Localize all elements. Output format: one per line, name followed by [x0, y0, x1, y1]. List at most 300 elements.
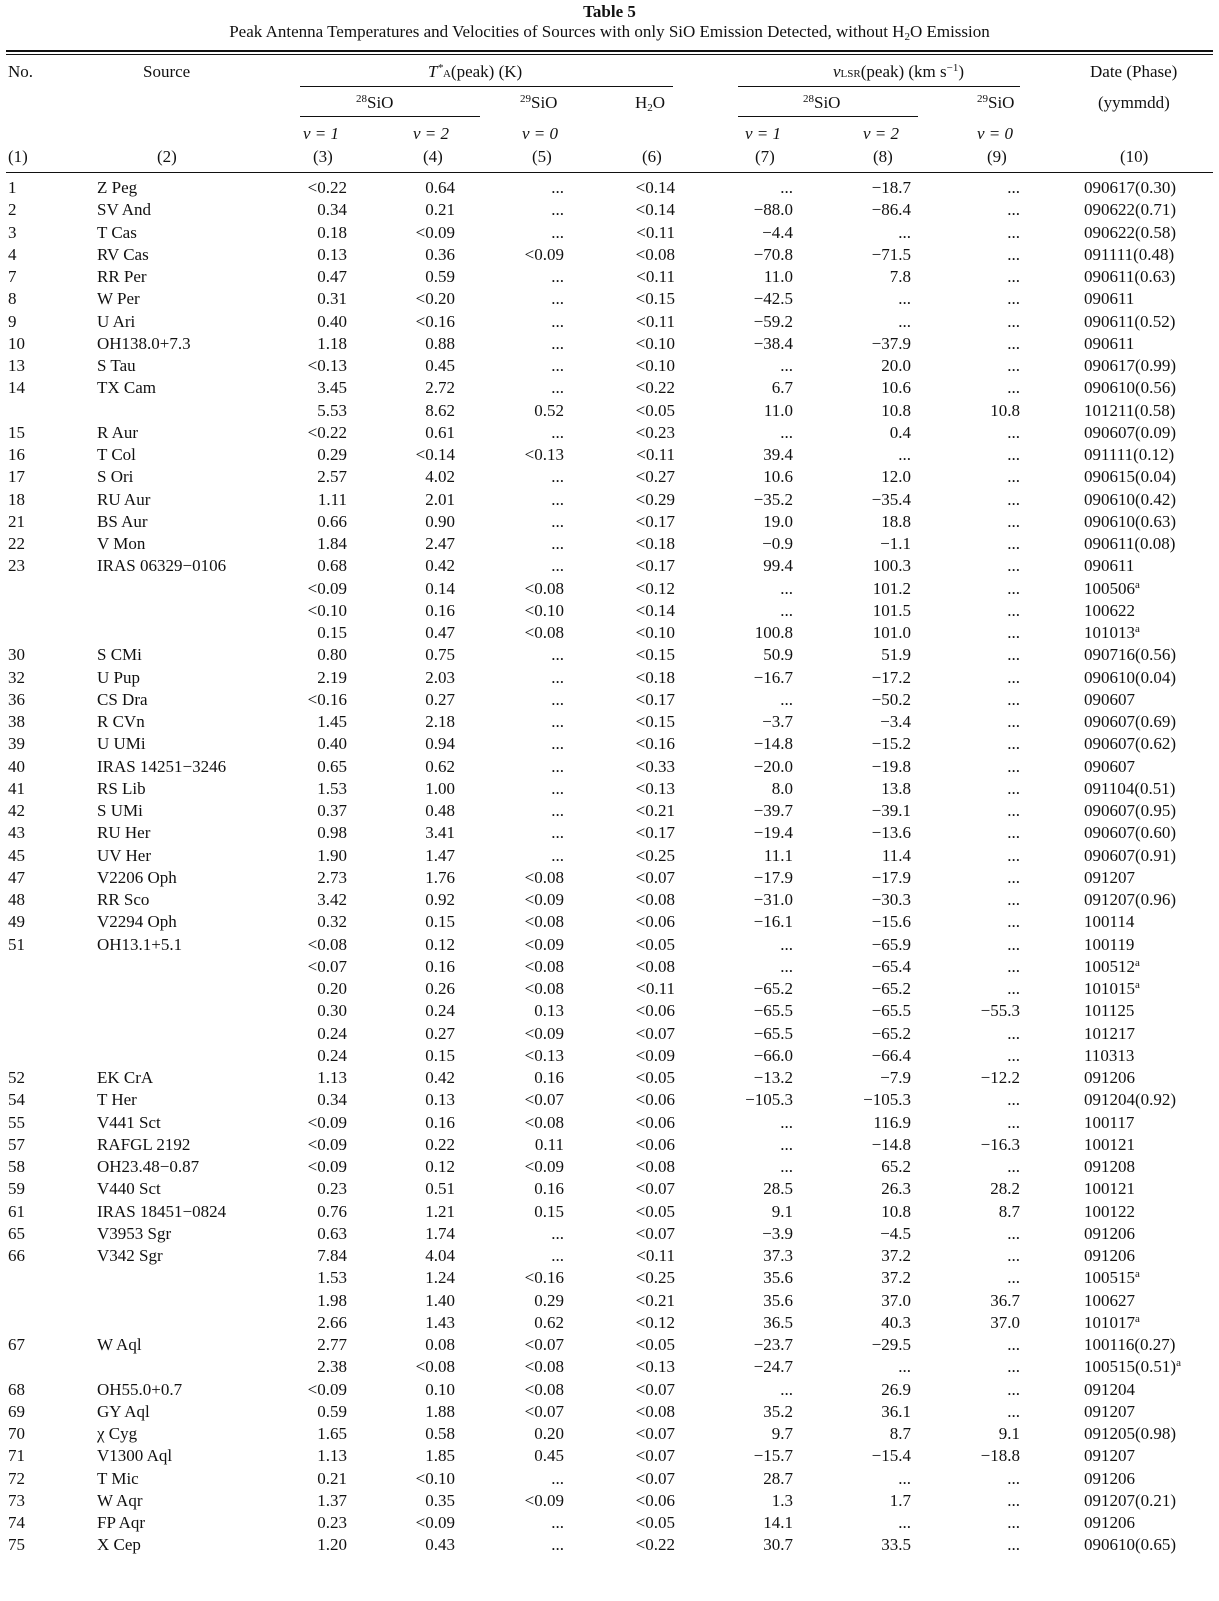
table-row: [0, 288, 1219, 310]
cell-source: RU Aur: [97, 489, 151, 509]
cell-no: 75: [8, 1535, 25, 1555]
cell-vlsr-28sio-v2: −65.2: [871, 979, 911, 998]
cell-ta-h2o: <0.29: [635, 489, 675, 509]
cell-date: 091205(0.98): [1084, 1424, 1177, 1443]
cell-ta-28sio-v1: 0.68: [317, 556, 347, 576]
cell-no: 54: [8, 1090, 25, 1110]
cell-ta-29sio-v0: ...: [551, 845, 564, 865]
cell-ta-29sio-v0: ...: [551, 734, 564, 754]
cell-source: IRAS 06329−0106: [97, 556, 227, 576]
cell-vlsr-28sio-v1: ...: [780, 934, 793, 954]
cell-vlsr-29sio-v0: ...: [1007, 890, 1020, 909]
cell-ta-28sio-v1: <0.09: [307, 1379, 347, 1399]
cell-vlsr-28sio-v2: 33.5: [881, 1535, 911, 1555]
cell-source: U UMi: [97, 734, 146, 754]
cell-source: T Her: [97, 1090, 137, 1110]
cell-ta-28sio-v2: 0.21: [425, 200, 455, 220]
cell-ta-29sio-v0: 0.11: [534, 1134, 564, 1154]
cell-vlsr-29sio-v0: ...: [1007, 422, 1020, 442]
cell-ta-29sio-v0: 0.29: [534, 1290, 564, 1310]
cell-ta-28sio-v1: 0.15: [317, 623, 347, 642]
cell-date: 091206: [1084, 1246, 1135, 1265]
cell-ta-h2o: <0.05: [635, 1335, 675, 1354]
cell-vlsr-28sio-v2: 101.5: [872, 600, 911, 620]
cell-vlsr-28sio-v1: ...: [780, 956, 793, 976]
cell-ta-h2o: <0.17: [635, 689, 675, 709]
table-body: [0, 177, 1219, 1557]
cell-ta-h2o: <0.05: [635, 1068, 675, 1087]
cell-vlsr-28sio-v2: −4.5: [880, 1223, 911, 1243]
cell-date: 091206: [1084, 1223, 1135, 1243]
cell-ta-28sio-v2: 0.13: [425, 1090, 455, 1110]
table-row: [0, 1445, 1219, 1467]
cell-ta-28sio-v2: <0.09: [415, 1513, 455, 1532]
cell-vlsr-29sio-v0: 36.7: [990, 1290, 1020, 1310]
cell-vlsr-29sio-v0: ...: [1007, 756, 1020, 776]
cell-vlsr-28sio-v1: 14.1: [763, 1513, 793, 1532]
cell-source: V441 Sct: [97, 1112, 161, 1132]
cell-vlsr-28sio-v2: −1.1: [880, 534, 911, 553]
cell-no: 7: [8, 267, 17, 286]
cell-no: 1: [8, 178, 17, 197]
cell-ta-28sio-v1: 2.73: [317, 867, 347, 887]
cell-date: 091208: [1084, 1157, 1135, 1176]
cell-ta-h2o: <0.14: [635, 600, 675, 620]
cell-no: 45: [8, 845, 25, 865]
cell-ta-29sio-v0: ...: [551, 712, 564, 731]
cell-ta-29sio-v0: ...: [551, 489, 564, 509]
cell-ta-29sio-v0: ...: [551, 222, 564, 242]
header-29sio-ta: $^{29}$SiO: [520, 93, 558, 112]
cell-source: OH13.1+5.1: [97, 934, 183, 954]
header-v0-v: v = 0: [977, 124, 1014, 143]
cell-ta-29sio-v0: <0.08: [524, 956, 564, 976]
cell-ta-29sio-v0: <0.08: [524, 1379, 564, 1399]
cell-ta-h2o: <0.17: [635, 511, 675, 531]
cell-vlsr-28sio-v1: 19.0: [763, 511, 793, 531]
cell-ta-h2o: <0.06: [635, 1112, 675, 1132]
cell-ta-h2o: <0.23: [635, 422, 675, 442]
cell-source: V2294 Oph: [97, 912, 177, 932]
cell-ta-28sio-v2: 1.43: [425, 1312, 455, 1332]
cell-ta-29sio-v0: ...: [551, 689, 564, 709]
cell-ta-28sio-v1: <0.09: [307, 1157, 347, 1176]
cell-ta-28sio-v1: 1.13: [317, 1446, 347, 1466]
cell-no: 47: [8, 867, 25, 887]
table-row: [0, 444, 1219, 466]
cell-vlsr-28sio-v1: −65.2: [753, 979, 793, 998]
cell-vlsr-29sio-v0: ...: [1007, 600, 1020, 620]
cell-ta-28sio-v1: 0.65: [317, 756, 347, 776]
cell-vlsr-29sio-v0: ...: [1007, 1468, 1020, 1488]
table-row: [0, 622, 1219, 644]
cell-source: SV And: [97, 200, 152, 220]
cell-no: 32: [8, 667, 25, 687]
cell-ta-h2o: <0.07: [635, 1468, 675, 1488]
colnum-8: (8): [873, 147, 893, 166]
header-29sio-v: $^{29}$SiO: [977, 93, 1015, 112]
cell-date: 090610(0.63): [1084, 511, 1177, 531]
cell-vlsr-28sio-v1: −4.4: [762, 222, 793, 242]
cell-ta-28sio-v2: 0.48: [425, 801, 455, 820]
cell-vlsr-28sio-v1: −17.9: [753, 867, 793, 887]
cell-ta-29sio-v0: ...: [551, 1513, 564, 1532]
cell-vlsr-28sio-v1: −3.7: [762, 712, 793, 731]
cell-source: V1300 Aql: [97, 1446, 173, 1466]
cell-ta-29sio-v0: <0.09: [524, 1157, 564, 1176]
cell-vlsr-29sio-v0: ...: [1007, 267, 1020, 286]
cell-ta-29sio-v0: <0.08: [524, 578, 564, 598]
cell-ta-h2o: <0.07: [635, 1424, 675, 1443]
cell-date: 090607: [1084, 756, 1135, 776]
cell-ta-28sio-v1: <0.10: [307, 600, 347, 620]
cell-source: CS Dra: [97, 689, 148, 709]
cell-ta-28sio-v2: 0.12: [425, 1157, 455, 1176]
cell-vlsr-28sio-v1: 36.5: [763, 1312, 793, 1332]
table-row: [0, 1312, 1219, 1334]
table-row: [0, 311, 1219, 333]
cell-vlsr-28sio-v1: −39.7: [753, 801, 793, 820]
cell-ta-28sio-v2: 0.45: [425, 356, 455, 375]
cell-ta-h2o: <0.14: [635, 200, 675, 220]
cell-ta-29sio-v0: ...: [551, 556, 564, 576]
table-row: [0, 244, 1219, 266]
cell-ta-28sio-v2: 0.36: [425, 244, 455, 264]
cell-vlsr-28sio-v2: 0.4: [889, 422, 911, 442]
cell-ta-h2o: <0.11: [636, 222, 675, 242]
cell-vlsr-28sio-v1: 100.8: [754, 623, 793, 642]
cell-vlsr-28sio-v1: −16.7: [753, 667, 793, 687]
cell-ta-h2o: <0.06: [635, 1490, 675, 1510]
cell-ta-28sio-v1: 1.53: [317, 778, 347, 798]
cell-ta-h2o: <0.08: [635, 1401, 675, 1421]
cell-ta-h2o: <0.05: [635, 934, 675, 954]
cell-no: 17: [8, 467, 25, 487]
cell-vlsr-28sio-v1: 39.4: [763, 445, 793, 464]
cell-no: 3: [8, 222, 17, 242]
cell-ta-28sio-v2: 0.58: [425, 1424, 455, 1443]
cell-ta-29sio-v0: <0.07: [524, 1090, 564, 1110]
colnum-1: (1): [8, 147, 28, 166]
cell-vlsr-28sio-v1: 10.6: [763, 467, 793, 487]
cell-date: 090617(0.99): [1084, 356, 1177, 375]
cell-vlsr-28sio-v2: 37.2: [881, 1268, 911, 1288]
table-row: [0, 1401, 1219, 1423]
cell-ta-28sio-v2: 0.62: [425, 756, 455, 776]
cell-date: 090607(0.09): [1084, 422, 1177, 442]
cell-vlsr-28sio-v1: −59.2: [753, 311, 793, 331]
cell-date: 090610(0.65): [1084, 1535, 1177, 1555]
table-row: [0, 1000, 1219, 1022]
cell-ta-29sio-v0: <0.08: [524, 623, 564, 642]
cell-source: U Pup: [97, 667, 140, 687]
cell-ta-28sio-v1: 0.40: [317, 734, 347, 754]
cell-ta-28sio-v1: 0.80: [317, 645, 347, 665]
cell-date: 090611: [1084, 556, 1135, 576]
cell-ta-h2o: <0.06: [635, 1001, 675, 1021]
cell-ta-28sio-v2: 3.41: [425, 823, 455, 843]
cell-source: BS Aur: [97, 511, 148, 531]
cell-ta-28sio-v2: <0.08: [415, 1357, 455, 1377]
cell-ta-29sio-v0: ...: [551, 534, 564, 553]
cell-ta-28sio-v1: 1.53: [317, 1268, 347, 1288]
colnum-7: (7): [755, 147, 775, 166]
cell-vlsr-29sio-v0: ...: [1007, 801, 1020, 820]
cell-no: 4: [8, 244, 17, 264]
cell-ta-h2o: <0.25: [635, 845, 675, 865]
cell-ta-h2o: <0.05: [635, 1513, 675, 1532]
cell-no: 16: [8, 445, 25, 464]
table-row: [0, 1156, 1219, 1178]
cell-ta-28sio-v2: 1.00: [425, 778, 455, 798]
cell-date: 090607(0.69): [1084, 712, 1177, 731]
ta-group-rule: [300, 86, 673, 87]
cell-ta-29sio-v0: ...: [551, 645, 564, 665]
cell-vlsr-29sio-v0: ...: [1007, 1335, 1020, 1354]
table-row: [0, 956, 1219, 978]
cell-no: 68: [8, 1379, 25, 1399]
cell-ta-28sio-v1: 0.34: [317, 200, 347, 220]
cell-ta-28sio-v1: 1.20: [317, 1535, 347, 1555]
cell-ta-28sio-v2: 1.74: [425, 1223, 455, 1243]
cell-ta-h2o: <0.25: [635, 1268, 675, 1288]
cell-ta-h2o: <0.18: [635, 667, 675, 687]
cell-ta-h2o: <0.08: [635, 1157, 675, 1176]
cell-ta-h2o: <0.05: [635, 1201, 675, 1221]
cell-vlsr-29sio-v0: ...: [1007, 912, 1020, 932]
cell-no: 70: [8, 1424, 25, 1443]
cell-vlsr-29sio-v0: ...: [1007, 511, 1020, 531]
cell-vlsr-28sio-v1: −0.9: [762, 534, 793, 553]
table-row: [0, 1134, 1219, 1156]
cell-ta-28sio-v2: 0.15: [425, 1045, 455, 1065]
cell-vlsr-28sio-v1: 35.6: [763, 1290, 793, 1310]
cell-ta-28sio-v2: <0.16: [415, 311, 455, 331]
cell-date: 090611(0.52): [1084, 311, 1176, 331]
cell-date: 100117: [1084, 1112, 1135, 1132]
cell-vlsr-29sio-v0: ...: [1007, 1535, 1020, 1555]
cell-ta-28sio-v1: 0.34: [317, 1090, 347, 1110]
cell-source: χ Cyg: [97, 1424, 138, 1443]
cell-source: IRAS 18451−0824: [97, 1201, 227, 1221]
cell-ta-28sio-v2: 1.76: [425, 867, 455, 887]
cell-ta-28sio-v1: 1.65: [317, 1424, 347, 1443]
cell-date: 100515$^a$: [1084, 1268, 1140, 1288]
cell-source: S UMi: [97, 801, 143, 820]
cell-vlsr-28sio-v2: −66.4: [871, 1045, 911, 1065]
cell-no: 22: [8, 534, 25, 553]
cell-vlsr-28sio-v1: 8.0: [771, 778, 793, 798]
cell-no: 40: [8, 756, 25, 776]
colnum-3: (3): [313, 147, 333, 166]
table-row: [0, 1089, 1219, 1111]
cell-no: 57: [8, 1134, 25, 1154]
table-row: [0, 266, 1219, 288]
footnote-marker: a: [1135, 623, 1140, 635]
cell-ta-h2o: <0.11: [636, 267, 675, 286]
cell-vlsr-29sio-v0: ...: [1007, 445, 1020, 464]
cell-source: RR Per: [97, 267, 147, 286]
cell-ta-28sio-v1: 0.63: [317, 1223, 347, 1243]
cell-date: 101211(0.58): [1084, 400, 1176, 420]
cell-vlsr-28sio-v1: ...: [780, 356, 793, 375]
cell-vlsr-28sio-v1: −19.4: [753, 823, 793, 843]
cell-date: 091206: [1084, 1513, 1135, 1532]
table-row: [0, 867, 1219, 889]
cell-vlsr-28sio-v2: ...: [898, 222, 911, 242]
cell-vlsr-28sio-v2: 8.7: [889, 1424, 911, 1443]
cell-date: 091207: [1084, 867, 1135, 887]
table-caption: Peak Antenna Temperatures and Velocities of Sources with only SiO Emission Detected, without $H_2O$ Emission: [229, 22, 990, 43]
cell-date: 090607(0.60): [1084, 823, 1177, 843]
cell-vlsr-28sio-v1: −42.5: [753, 289, 793, 309]
cell-vlsr-29sio-v0: ...: [1007, 1157, 1020, 1176]
cell-ta-29sio-v0: 0.16: [534, 1179, 564, 1199]
cell-ta-h2o: <0.12: [635, 578, 675, 598]
cell-no: 23: [8, 556, 25, 576]
cell-vlsr-29sio-v0: ...: [1007, 178, 1020, 197]
cell-ta-28sio-v2: 0.64: [425, 178, 455, 197]
table-row: [0, 1267, 1219, 1289]
cell-ta-28sio-v1: 0.66: [317, 511, 347, 531]
cell-ta-h2o: <0.07: [635, 1023, 675, 1043]
cell-date: 090611(0.08): [1084, 534, 1176, 553]
cell-ta-28sio-v1: 0.30: [317, 1001, 347, 1021]
cell-date: 091207(0.96): [1084, 890, 1177, 909]
cell-ta-28sio-v1: 1.18: [317, 333, 347, 353]
cell-vlsr-28sio-v2: −65.9: [871, 934, 911, 954]
cell-ta-28sio-v2: 0.22: [425, 1134, 455, 1154]
cell-vlsr-28sio-v1: −66.0: [753, 1045, 793, 1065]
colnum-5: (5): [532, 147, 552, 166]
table-row: [0, 911, 1219, 933]
cell-no: 43: [8, 823, 25, 843]
cell-ta-h2o: <0.14: [635, 178, 675, 197]
cell-source: U Ari: [97, 311, 136, 331]
cell-date: 101217: [1084, 1023, 1135, 1043]
cell-ta-28sio-v2: <0.10: [415, 1468, 455, 1488]
cell-date: 090610(0.56): [1084, 378, 1177, 398]
cell-date: 091104(0.51): [1084, 778, 1176, 798]
cell-ta-h2o: <0.33: [635, 756, 675, 776]
cell-ta-29sio-v0: ...: [551, 178, 564, 197]
cell-vlsr-28sio-v2: ...: [898, 1468, 911, 1488]
cell-ta-h2o: <0.16: [635, 734, 675, 754]
cell-ta-28sio-v1: 0.29: [317, 445, 347, 464]
cell-vlsr-28sio-v1: ...: [780, 1157, 793, 1176]
cell-ta-29sio-v0: <0.09: [524, 244, 564, 264]
cell-no: 52: [8, 1068, 25, 1087]
cell-vlsr-29sio-v0: ...: [1007, 556, 1020, 576]
cell-vlsr-28sio-v1: −23.7: [753, 1335, 793, 1354]
cell-vlsr-28sio-v1: ...: [780, 1134, 793, 1154]
cell-ta-28sio-v1: 0.23: [317, 1179, 347, 1199]
table-row: [0, 1512, 1219, 1534]
cell-ta-29sio-v0: ...: [551, 511, 564, 531]
cell-ta-28sio-v2: 0.51: [425, 1179, 455, 1199]
cell-vlsr-28sio-v2: −17.9: [871, 867, 911, 887]
cell-ta-28sio-v1: <0.09: [307, 578, 347, 598]
cell-vlsr-28sio-v1: 50.9: [763, 645, 793, 665]
cell-date: 101015$^a$: [1084, 979, 1140, 998]
cell-vlsr-28sio-v1: 37.3: [763, 1246, 793, 1265]
cell-ta-28sio-v1: 5.53: [317, 400, 347, 420]
cell-ta-h2o: <0.15: [635, 289, 675, 309]
cell-no: 49: [8, 912, 25, 932]
cell-vlsr-28sio-v1: −20.0: [753, 756, 793, 776]
cell-vlsr-29sio-v0: 10.8: [990, 400, 1020, 420]
table-row: [0, 1534, 1219, 1556]
cell-ta-29sio-v0: <0.16: [524, 1268, 564, 1288]
cell-vlsr-29sio-v0: −18.8: [980, 1446, 1020, 1466]
table-row: [0, 1423, 1219, 1445]
table-row: [0, 1490, 1219, 1512]
cell-date: 090617(0.30): [1084, 178, 1177, 197]
cell-ta-28sio-v1: 3.45: [317, 378, 347, 398]
cell-ta-28sio-v2: <0.20: [415, 289, 455, 309]
cell-vlsr-28sio-v2: 36.1: [881, 1401, 911, 1421]
table-row: [0, 889, 1219, 911]
28sio-ta-rule: [300, 116, 480, 117]
cell-vlsr-28sio-v1: −105.3: [745, 1090, 793, 1110]
cell-source: RU Her: [97, 823, 151, 843]
cell-vlsr-28sio-v2: 101.0: [872, 623, 911, 642]
cell-ta-29sio-v0: ...: [551, 333, 564, 353]
cell-ta-28sio-v2: 0.16: [425, 600, 455, 620]
cell-ta-28sio-v2: 0.16: [425, 956, 455, 976]
footnote-marker: a: [1135, 979, 1140, 991]
cell-ta-h2o: <0.22: [635, 378, 675, 398]
cell-vlsr-28sio-v2: −39.1: [871, 801, 911, 820]
cell-ta-29sio-v0: <0.13: [524, 445, 564, 464]
cell-ta-28sio-v1: <0.09: [307, 1134, 347, 1154]
cell-date: 100121: [1084, 1134, 1135, 1154]
cell-date: 090611: [1084, 333, 1135, 353]
cell-ta-29sio-v0: ...: [551, 1246, 564, 1265]
cell-vlsr-29sio-v0: ...: [1007, 467, 1020, 487]
cell-vlsr-28sio-v2: ...: [898, 289, 911, 309]
cell-vlsr-28sio-v2: −15.2: [871, 734, 911, 754]
cell-source: V342 Sgr: [97, 1246, 163, 1265]
cell-vlsr-28sio-v1: ...: [780, 600, 793, 620]
cell-vlsr-29sio-v0: ...: [1007, 623, 1020, 642]
cell-ta-28sio-v1: 7.84: [317, 1246, 347, 1265]
cell-ta-28sio-v2: 2.72: [425, 378, 455, 398]
cell-ta-28sio-v2: 1.85: [425, 1446, 455, 1466]
cell-vlsr-28sio-v1: ...: [780, 689, 793, 709]
cell-ta-28sio-v2: 0.14: [425, 578, 455, 598]
cell-date: 091204(0.92): [1084, 1090, 1177, 1110]
table-row: [0, 845, 1219, 867]
cell-vlsr-28sio-v1: ...: [780, 178, 793, 197]
cell-vlsr-29sio-v0: 8.7: [998, 1201, 1020, 1221]
table-row: [0, 711, 1219, 733]
cell-vlsr-29sio-v0: 9.1: [998, 1424, 1020, 1443]
cell-vlsr-28sio-v2: −50.2: [871, 689, 911, 709]
cell-ta-h2o: <0.08: [635, 244, 675, 264]
cell-no: 73: [8, 1490, 25, 1510]
cell-ta-29sio-v0: <0.08: [524, 1357, 564, 1377]
cell-ta-28sio-v1: 2.19: [317, 667, 347, 687]
cell-vlsr-29sio-v0: 37.0: [990, 1312, 1020, 1332]
cell-ta-28sio-v1: 0.37: [317, 801, 347, 820]
cell-ta-28sio-v1: 2.66: [317, 1312, 347, 1332]
cell-ta-h2o: <0.06: [635, 912, 675, 932]
cell-ta-28sio-v1: 1.11: [317, 489, 347, 509]
cell-vlsr-28sio-v1: −65.5: [753, 1023, 793, 1043]
cell-no: 55: [8, 1112, 25, 1132]
cell-ta-28sio-v1: <0.07: [307, 956, 347, 976]
